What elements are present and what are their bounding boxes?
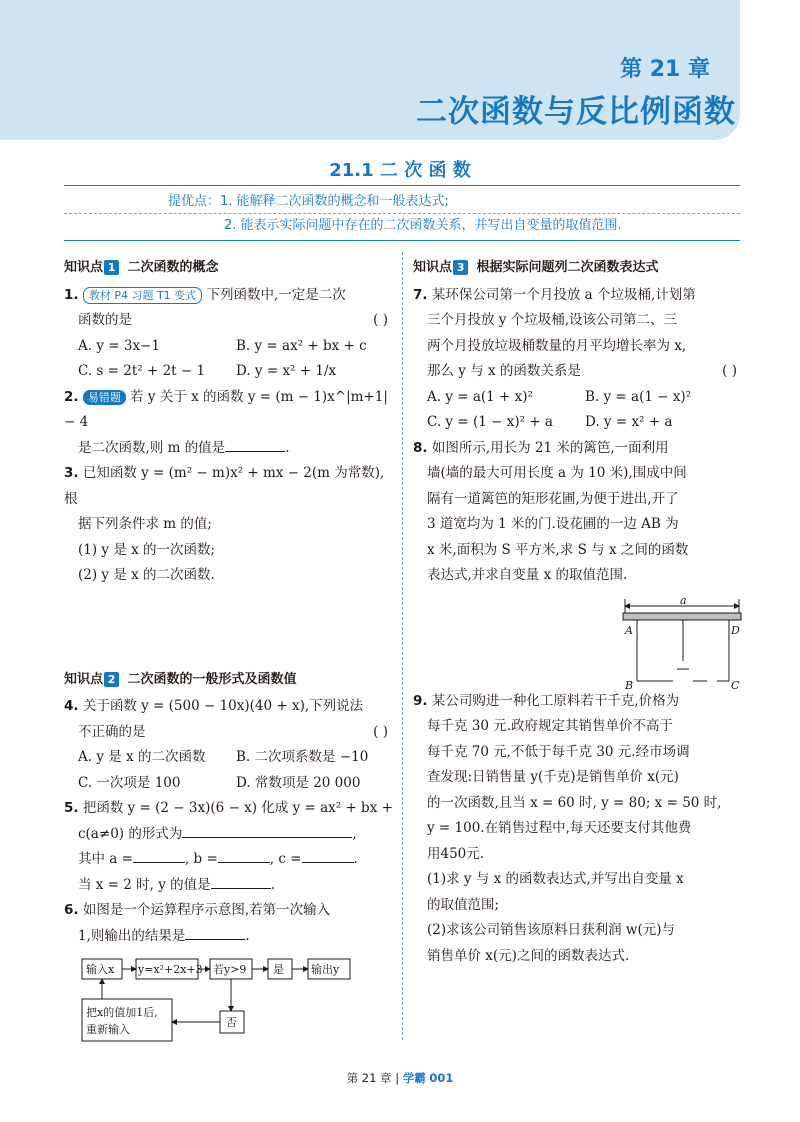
question-text: 隔有一道篱笆的矩形花圃,为便于进出,开了 — [427, 490, 679, 507]
question-text: 每千克 70 元,不低于每千克 30 元.经市场调 — [427, 743, 690, 760]
answer-paren: ( ) — [722, 363, 737, 379]
question-9 — [413, 689, 743, 970]
answer-blank[interactable] — [185, 925, 245, 940]
question-text: 把函数 y = (2 − 3x)(6 − x) 化成 y = ax² + bx + — [82, 800, 393, 816]
flowchart — [64, 953, 394, 1063]
question-text: 墙(墙的最大可用长度 a 为 10 米),围成中间 — [427, 465, 687, 481]
goal-rule-bottom — [64, 240, 740, 241]
question-text: 不正确的是 — [78, 723, 146, 740]
kp-badge: 2 — [104, 672, 119, 687]
question-text: 其中 a = — [78, 851, 133, 867]
kp-title: 二次函数的一般形式及函数值 — [127, 671, 297, 687]
question-text: 三个月投放 y 个垃圾桶,设该公司第二、三 — [427, 312, 677, 328]
question-text: 函数的是 — [78, 312, 132, 328]
answer-blank-b[interactable] — [218, 848, 270, 863]
chapter-number: 第 21 章 — [620, 57, 710, 82]
fence-label-C: C — [731, 678, 740, 692]
question-text: 1,则输出的结果是 — [78, 927, 186, 944]
question-number: 8. — [413, 439, 428, 456]
answer-blank[interactable] — [182, 823, 352, 838]
kp-badge: 3 — [453, 260, 468, 275]
chapter-title: 二次函数与反比例函数 — [416, 94, 736, 130]
footer-chapter: 第 21 章 — [346, 1071, 392, 1085]
option-c: C. y = (1 − x)² + a — [427, 414, 553, 430]
difficulty-tag: 易错题 — [83, 390, 126, 405]
question-text: 每千克 30 元.政府规定其销售单价不高于 — [427, 718, 674, 734]
kp-prefix: 知识点 — [64, 260, 104, 275]
flow-retry-label-2: 重新输入 — [86, 1023, 130, 1036]
section-title: 21.1 二 次 函 数 — [329, 160, 471, 181]
goal-1: 1. 能解释二次函数的概念和一般表达式; — [220, 194, 449, 209]
answer-blank-c[interactable] — [302, 848, 354, 863]
footer-separator: | — [395, 1071, 400, 1085]
option-b: B. 二次项系数是 −10 — [236, 749, 369, 765]
goal-2: 2. 能表示实际问题中存在的二次函数关系，并写出自变量的取值范围. — [224, 218, 622, 233]
flow-cond-label: 若y>9 — [213, 963, 247, 976]
option-d: D. y = x² + a — [585, 414, 673, 430]
answer-space — [64, 589, 394, 667]
question-text: 如图所示,用长为 21 米的篱笆,一面利用 — [431, 439, 669, 456]
question-text: 用450元. — [427, 845, 485, 862]
footer-brand: 学霸 — [402, 1071, 426, 1085]
option-d: D. y = x² + 1/x — [236, 363, 337, 379]
question-8 — [413, 436, 743, 692]
period: . — [245, 927, 250, 944]
fence-label-a: a — [680, 596, 687, 607]
option-a: A. y = 3x−1 — [78, 337, 160, 354]
column-divider — [402, 252, 403, 1040]
flow-output-label: 输出y — [311, 963, 340, 976]
right-column — [413, 255, 743, 969]
question-text: y = 100.在销售过程中,每天还要支付其他费 — [427, 820, 692, 836]
period: . — [270, 876, 275, 893]
question-2 — [64, 385, 394, 462]
question-text: 关于函数 y = (500 − 10x)(40 + x),下列说法 — [82, 698, 364, 714]
sub-question-1: (1)求 y 与 x 的函数表达式,并写出自变量 x — [427, 871, 684, 887]
kp-title: 根据实际问题列二次函数表达式 — [476, 260, 659, 275]
answer-paren: ( ) — [373, 312, 388, 328]
answer-blank[interactable] — [211, 874, 271, 889]
learning-goals — [168, 190, 622, 238]
question-number: 3. — [64, 465, 79, 481]
flow-retry-label-1: 把x的值加1后, — [86, 1006, 158, 1019]
question-text: c(a≠0) 的形式为 — [78, 825, 183, 842]
fence-figure — [413, 589, 743, 692]
question-text: 表达式,并求自变量 x 的取值范围. — [427, 567, 628, 583]
answer-paren: ( ) — [373, 723, 388, 740]
question-text: 下列函数中,一定是二次 — [206, 286, 346, 303]
sub-question-2: (2) y 是 x 的二次函数. — [78, 567, 215, 583]
sub-question-2: (2)求该公司销售该原料日获利润 w(元)与 — [427, 922, 676, 938]
question-text: 如图是一个运算程序示意图,若第一次输入 — [82, 902, 331, 918]
flow-yes-label: 是 — [273, 963, 284, 976]
answer-blank-a[interactable] — [133, 848, 185, 863]
kp-title: 二次函数的概念 — [127, 260, 219, 275]
answer-blank[interactable] — [225, 437, 285, 452]
goal-label: 提优点： — [168, 194, 221, 209]
question-text: 据下列条件求 m 的值; — [78, 516, 212, 532]
question-text: 的一次函数,且当 x = 60 时, y = 80; x = 50 时, — [427, 794, 722, 811]
question-3 — [64, 461, 394, 589]
question-text: 两个月投放垃圾桶数量的月平均增长率为 x, — [427, 337, 687, 354]
question-text: 查发现:日销售量 y(千克)是销售单价 x(元) — [427, 769, 679, 785]
sub-question-1-cont: 的取值范围; — [427, 896, 500, 913]
option-a: A. y 是 x 的二次函数 — [78, 749, 206, 765]
question-number: 6. — [64, 902, 79, 918]
question-text: 3 道宽均为 1 米的门.设花圃的一边 AB 为 — [427, 516, 679, 532]
goal-rule-top — [64, 185, 740, 186]
knowledge-point-1 — [64, 255, 394, 281]
question-number: 2. — [64, 388, 79, 405]
question-number: 9. — [413, 692, 428, 709]
option-b: B. y = a(1 − x)² — [585, 388, 692, 405]
fence-figure-svg — [617, 597, 767, 693]
question-text: x 米,面积为 S 平方米,求 S 与 x 之间的函数 — [427, 541, 689, 558]
page-footer — [0, 1070, 800, 1086]
source-tag: 教材 P4 习题 T1 变式 — [83, 287, 202, 304]
option-a: A. y = a(1 + x)² — [427, 388, 533, 405]
flow-no-label: 否 — [226, 1016, 237, 1029]
flow-expr-label: y=x²+2x+3 — [138, 963, 203, 976]
kp-prefix: 知识点 — [64, 671, 104, 687]
question-text: 若 y 关于 x 的函数 y = (m − 1)x^|m+1| − 4 — [64, 388, 388, 430]
question-number: 7. — [413, 286, 428, 303]
sub-question-1: (1) y 是 x 的一次函数; — [78, 541, 216, 558]
question-number: 4. — [64, 698, 79, 714]
wall — [623, 613, 741, 620]
left-column — [64, 255, 394, 1063]
kp-prefix: 知识点 — [413, 260, 453, 275]
fence-label-A: A — [625, 623, 633, 637]
question-4 — [64, 694, 394, 796]
question-text: 已知函数 y = (m² − m)x² + mx − 2(m 为常数),根 — [64, 465, 385, 507]
question-number: 1. — [64, 286, 79, 303]
period: . — [285, 439, 290, 456]
question-text: 当 x = 2 时, y 的值是 — [78, 876, 211, 893]
flow-input-label: 输入x — [86, 963, 115, 976]
page-number: 001 — [429, 1071, 454, 1085]
option-c: C. 一次项是 100 — [78, 774, 181, 791]
kp-badge: 1 — [104, 260, 119, 275]
question-text: 是二次函数,则 m 的值是 — [78, 439, 226, 456]
option-c: C. s = 2t² + 2t − 1 — [78, 363, 206, 379]
question-text: , c = — [269, 851, 302, 867]
question-7 — [413, 283, 743, 436]
question-text: , b = — [184, 851, 218, 867]
knowledge-point-2 — [64, 667, 394, 693]
question-text: 那么 y 与 x 的函数关系是 — [427, 363, 581, 379]
question-text: 某环保公司第一个月投放 a 个垃圾桶,计划第 — [431, 286, 696, 303]
question-6 — [64, 898, 394, 1063]
sub-question-2-cont: 销售单价 x(元)之间的函数表达式. — [427, 947, 630, 964]
flowchart-svg — [80, 953, 380, 1063]
question-5: 5. 把函数 y = (2 − 3x)(6 − x) 化成 y = ax² + bx + c(a≠0) 的形式为 , 其中 a = , b = , c = . 当 x = 2 时, y 的值是 . — [64, 800, 393, 893]
fence-label-B: B — [625, 678, 634, 692]
knowledge-point-3 — [413, 255, 743, 281]
question-1 — [64, 283, 394, 385]
option-d: D. 常数项是 20 000 — [236, 774, 361, 791]
question-text: 某公司购进一种化工原料若干千克,价格为 — [431, 692, 680, 709]
fence-label-D: D — [731, 623, 740, 637]
question-number: 5. — [64, 800, 79, 816]
option-b: B. y = ax² + bx + c — [236, 337, 367, 354]
